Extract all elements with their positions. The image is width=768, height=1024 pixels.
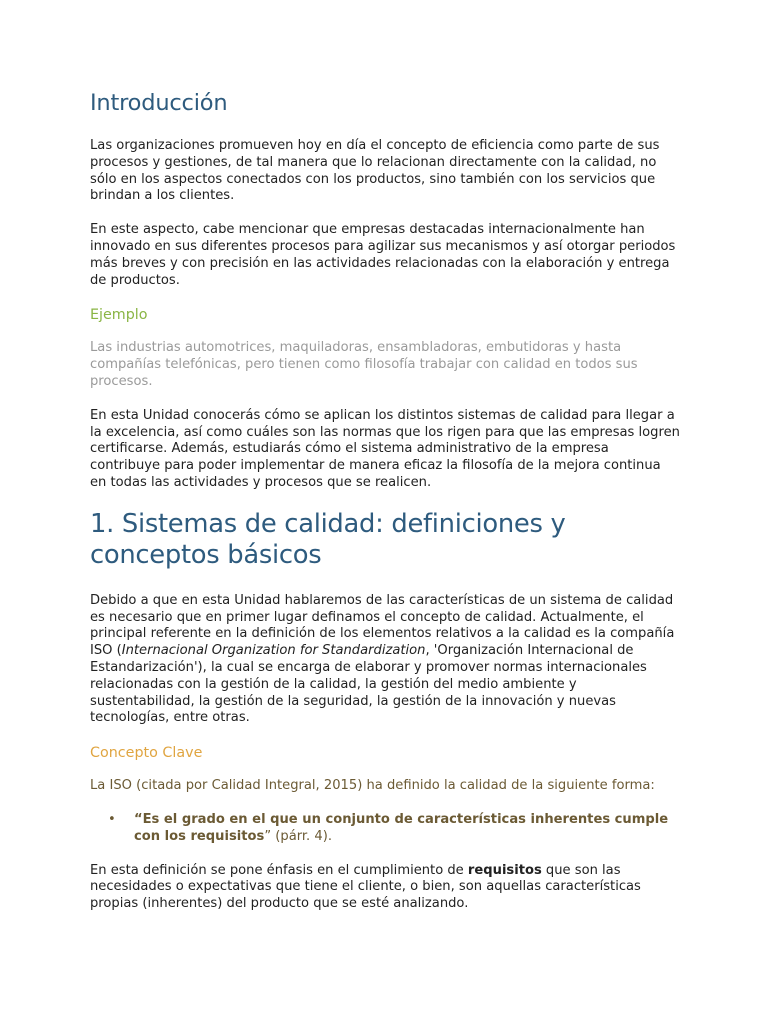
document-content — [90, 88, 680, 930]
section-1-text-end: , 'Organización Internacional de Estandarización'), la cual se encarga de elaborar y promover normas internacionales relacionadas con la gestión de la calidad, la gestión del medio ambiente y sustentabilidad, la gestión de la seguridad, la gestión de la innovación y nuevas tecnologías, entre otras. — [90, 643, 647, 726]
iso-definition-intro: La ISO (citada por Calidad Integral, 2015) ha definido la calidad de la siguiente forma: — [90, 778, 655, 794]
intro-heading: Introducción — [90, 90, 228, 116]
iso-english-name: Internacional Organization for Standardization — [121, 643, 426, 659]
definition-list — [90, 812, 680, 846]
definition-quote: “Es el grado en el que un conjunto de características inherentes cumple con los requisitos — [134, 811, 669, 844]
requisitos-bold: requisitos — [467, 862, 542, 878]
intro-paragraph-1: Las organizaciones promueven hoy en día el concepto de eficiencia como parte de sus procesos y gestiones, de tal manera que lo relacionan directamente con la calidad, no sólo en los aspectos conectados con los productos, sino también con los servicios que brindan a los clientes. — [90, 138, 660, 204]
section-1-paragraph — [90, 593, 680, 727]
example-text: Las industrias automotrices, maquiladoras, ensambladoras, embutidoras y hasta compañías telefónicas, pero tienen como filosofía trabajar con calidad en todos sus procesos. — [90, 340, 638, 389]
final-text-end: que son las necesidades o expectativas que tiene el cliente, o bien, son aquellas características propias (inherentes) del producto que se esté analizando. — [90, 862, 641, 912]
definition-citation: ” (párr. 4). — [264, 828, 332, 844]
section-1-heading: 1. Sistemas de calidad: definiciones y conceptos básicos — [90, 508, 566, 570]
bullet-icon: • — [108, 811, 116, 827]
final-paragraph — [90, 863, 680, 913]
final-text-start: En esta definición se pone énfasis en el cumplimiento de — [90, 862, 468, 878]
key-concept-heading: Concepto Clave — [90, 745, 203, 762]
intro-paragraph-2: En este aspecto, cabe mencionar que empresas destacadas internacionalmente han innovado en sus diferentes procesos para agilizar sus mecanismos y así otorgar periodos más breves y con precisión en las actividades relacionadas con la elaboración y entrega de productos. — [90, 222, 676, 288]
list-item — [108, 811, 680, 846]
section-1-text-start: Debido a que en esta Unidad hablaremos de las características de un sistema de calidad es necesario que en primer lugar definamos el concepto de calidad. Actualmente, el principal referente en la definición de los elementos relativos a la calidad es la compañía ISO ( — [90, 592, 675, 659]
example-heading: Ejemplo — [90, 307, 148, 324]
intro-paragraph-3: En esta Unidad conocerás cómo se aplican los distintos sistemas de calidad para llegar a la excelencia, así como cuáles son las normas que los rigen para que las empresas logren certificarse. Además, estudiarás cómo el sistema administrativo de la empresa contribuye para poder implementar de manera eficaz la filosofía de la mejora continua en todas las actividades y procesos que se realicen. — [90, 407, 680, 490]
